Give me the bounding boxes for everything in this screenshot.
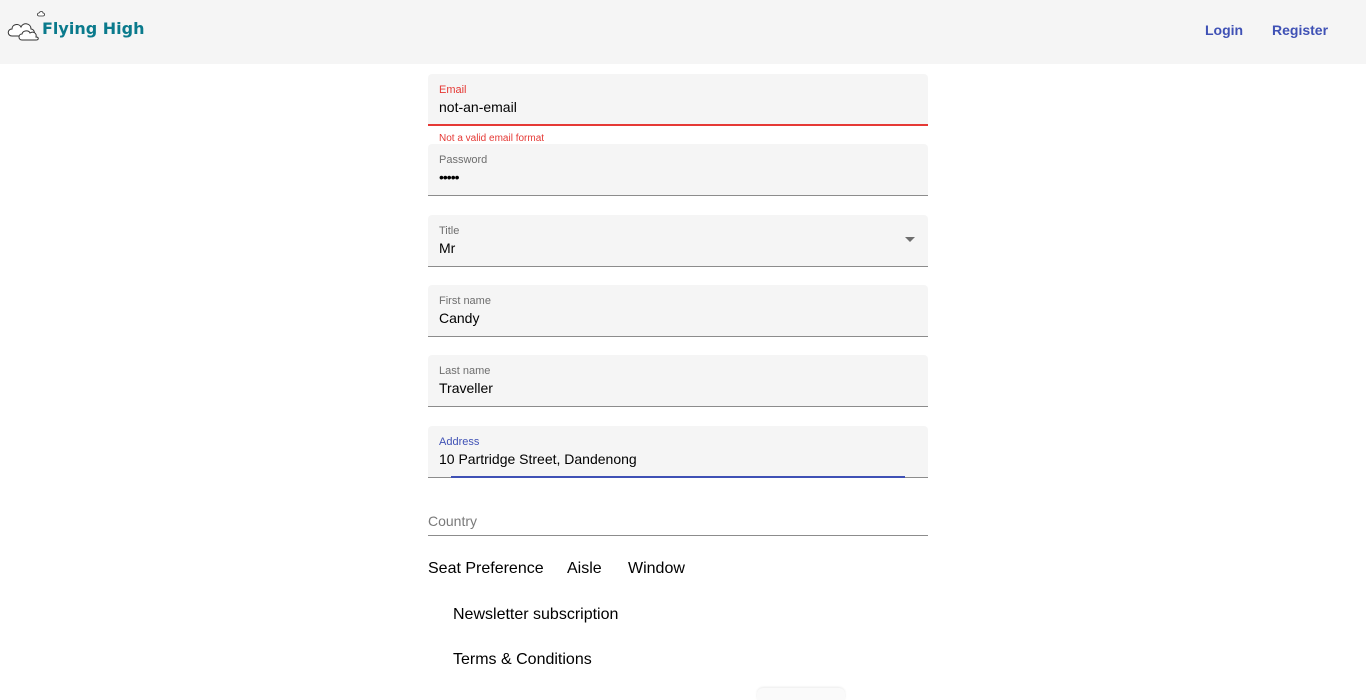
title-label: Title [439,225,460,237]
last-name-field[interactable] [428,355,928,407]
country-field[interactable] [428,497,928,536]
first-name-field[interactable] [428,285,928,337]
first-name-label: First name [439,295,491,307]
seat-preference-label: Seat Preference [428,560,544,577]
seat-option-aisle[interactable]: Aisle [567,560,602,577]
logo-text: Flying High [42,18,145,38]
submit-button[interactable] [757,688,845,700]
focus-underline [451,476,905,478]
password-field[interactable] [428,144,928,196]
email-error-message: Not a valid email format [439,133,545,144]
registration-form [428,0,928,694]
login-link[interactable]: Login [1205,22,1244,38]
first-name-input[interactable]: Candy [439,310,480,326]
address-input[interactable]: 10 Partridge Street, Dandenong [439,451,637,467]
terms-checkbox-row[interactable] [453,651,592,669]
last-name-input[interactable]: Traveller [439,380,493,396]
terms-checkbox[interactable] [428,652,446,670]
logo[interactable] [6,10,144,42]
terms-label: Terms & Conditions [453,651,592,668]
address-label: Address [439,436,480,448]
country-placeholder: Country [428,513,478,529]
newsletter-checkbox-row[interactable] [453,606,618,624]
cloud-logo-icon [6,10,46,42]
register-link[interactable]: Register [1272,22,1329,38]
password-label: Password [439,154,488,166]
title-value: Mr [439,240,456,256]
title-select[interactable] [428,215,928,267]
newsletter-label: Newsletter subscription [453,606,619,623]
email-field[interactable] [428,74,928,126]
password-input[interactable]: ••••• [439,169,459,185]
address-field[interactable] [428,426,928,478]
seat-option-window[interactable]: Window [628,560,685,577]
last-name-label: Last name [439,365,491,377]
email-label: Email [439,84,467,96]
dropdown-arrow-icon[interactable] [905,237,915,242]
email-input[interactable]: not-an-email [439,99,517,115]
newsletter-checkbox[interactable] [428,607,446,625]
